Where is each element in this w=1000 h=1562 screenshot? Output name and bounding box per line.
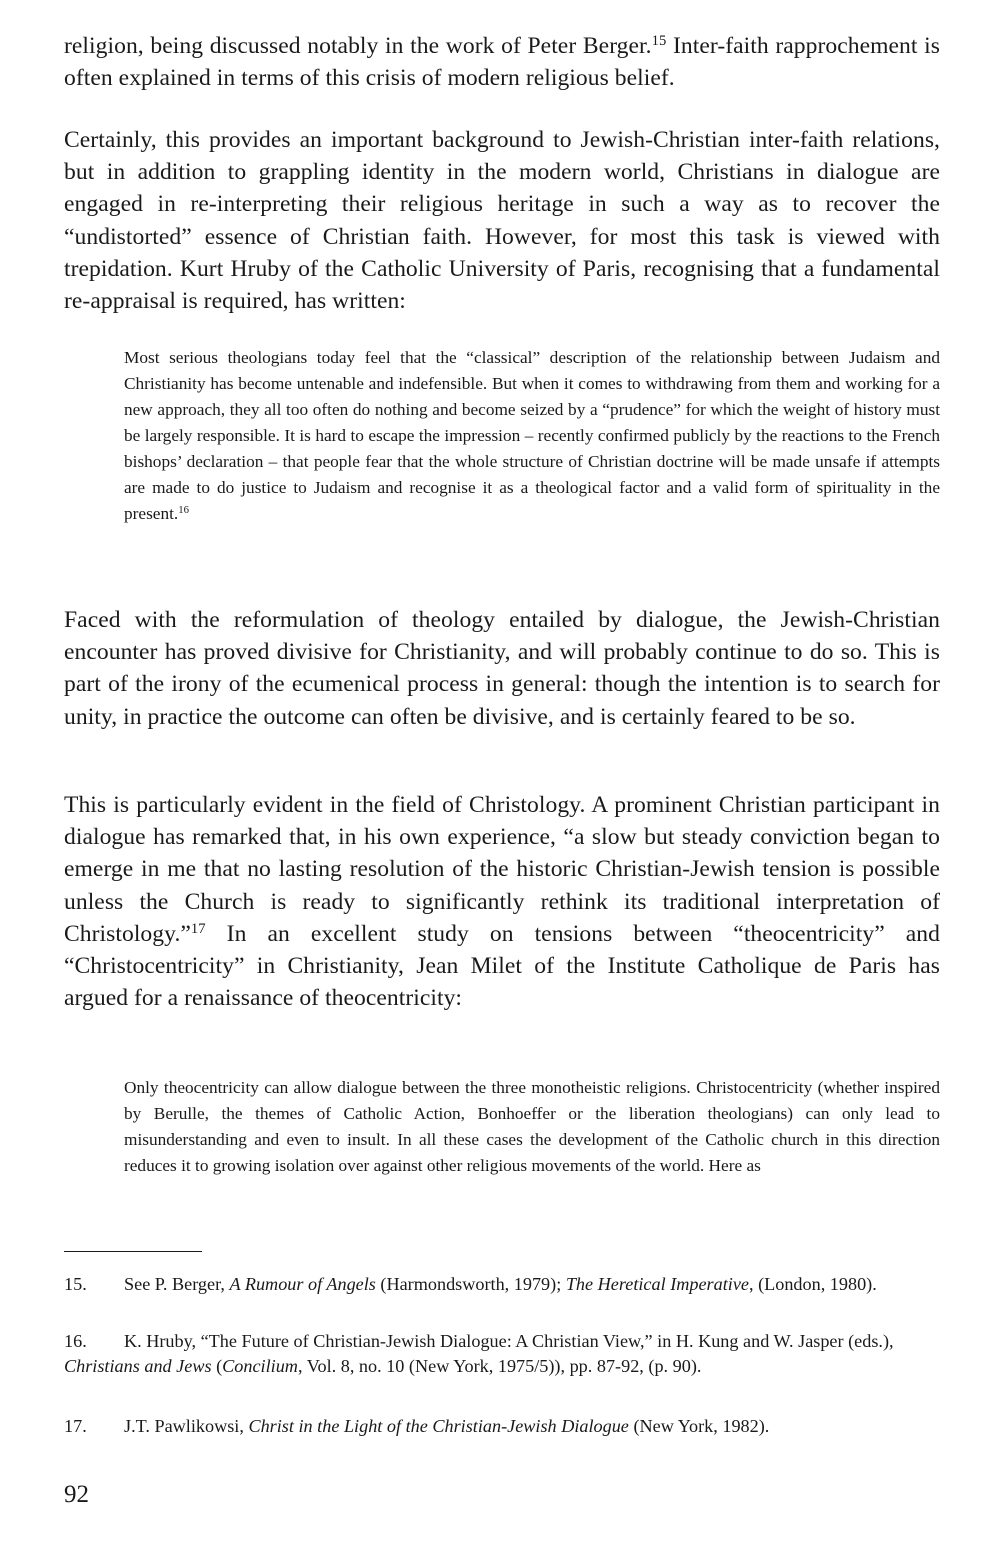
footnote-16 [64,1329,944,1379]
body-paragraph-2: Certainly, this provides an important background to Jewish-Christian inter-faith relations, but in addition to grappling identity in the modern world, Christians in dialogue are engaged in re-interpreting their religious heritage in such a way as to recover the “undistorted” essence of Christian faith. However, for most this task is viewed with trepidation. Kurt Hruby of the Catholic University of Paris, recognising that a fundamental re-appraisal is required, has written: [64,127,940,315]
footnote-title: A Rumour of Angels [229,1274,376,1294]
footnote-text: See P. Berger, [124,1274,230,1294]
footnote-text: , (London, 1980). [748,1274,877,1294]
footnote-number: 16. [64,1331,87,1351]
footnote-number: 15. [64,1274,87,1294]
footnote-number: 17. [64,1416,87,1436]
footnote-separator [64,1251,202,1252]
body-paragraph-4 [64,789,940,1014]
page-number: 92 [64,1481,89,1508]
footnote-title: The Heretical Imperative [565,1274,749,1294]
paragraph-text: In an excellent study on tensions between “theocentricity” and “Christocentricity” in Christianity, Jean Milet of the Institute Catholique de Paris has argued for a renaissance of theocentricity: [64,920,940,1012]
footnote-reference-15: 15 [651,32,667,49]
footnote-text: ( [211,1355,223,1376]
paragraph-text: This is particularly evident in the field of Christology. A prominent Christian participant in dialogue has remarked that, in his own experience, “a slow but steady conviction began to emerge in me that no lasting resolution of the historic Christian-Jewish tension is possible unless the Church is ready to significantly rethink its traditional interpretation of Christology.” [64,792,940,947]
paragraph-text: Inter-faith rapprochement is often explained in terms of this crisis of modern religious belief. [64,33,940,92]
footnote-reference-17: 17 [190,920,206,937]
footnote-title: Concilium [222,1355,298,1376]
footnote-text: (Harmondsworth, 1979); [375,1274,566,1294]
paragraph-text: religion, being discussed notably in the work of Peter Berger. [64,33,652,59]
footnote-17 [64,1414,944,1439]
footnote-reference-16: 16 [178,504,189,517]
footnote-text: J.T. Pawlikowsi, [124,1416,249,1436]
footnote-text: , Vol. 8, no. 10 (New York, 1975/5)), pp. 87-92, (p. 90). [297,1355,702,1376]
quote-text: Most serious theologians today feel that the “classical” description of the relationship between Judaism and Christianity has become untenable and indefensible. But when it comes to withdrawing from them and working for a new approach, they all too often do nothing and become seized by a “prudence” for which the weight of history must be largely responsible. It is hard to escape the impression – recently confirmed publicly by the reactions to the French bishops’ declaration – that people fear that the whole structure of Christian doctrine will be made unsafe if attempts are made to do justice to Judaism and recognise it as a theological factor and a valid form of spirituality in the present. [124,348,940,523]
footnote-text: (New York, 1982). [628,1416,770,1436]
block-quote-2: Only theocentricity can allow dialogue between the three monotheistic religions. Christocentricity (whether inspired by Berulle, the themes of Catholic Action, Bonhoeffer or the liberation theologians) can only lead to misunderstanding and even to insult. In all these cases the development of the Catholic church in this direction reduces it to growing isolation over against other religious movements of the world. Here as [124,1078,940,1175]
block-quote-1 [124,345,940,527]
footnote-15 [64,1272,944,1297]
footnote-text: K. Hruby, “The Future of Christian-Jewish Dialogue: A Christian View,” in H. Kung and W. Jasper (eds.), [124,1331,894,1351]
footnote-title: Christ in the Light of the Christian-Jewish Dialogue [248,1416,629,1436]
body-paragraph-1 [64,30,940,94]
footnote-title: Christians and Jews [64,1355,212,1376]
body-paragraph-3: Faced with the reformulation of theology entailed by dialogue, the Jewish-Christian encounter has proved divisive for Christianity, and will probably continue to do so. This is part of the irony of the ecumenical process in general: though the intention is to search for unity, in practice the outcome can often be divisive, and is certainly feared to be so. [64,607,940,730]
